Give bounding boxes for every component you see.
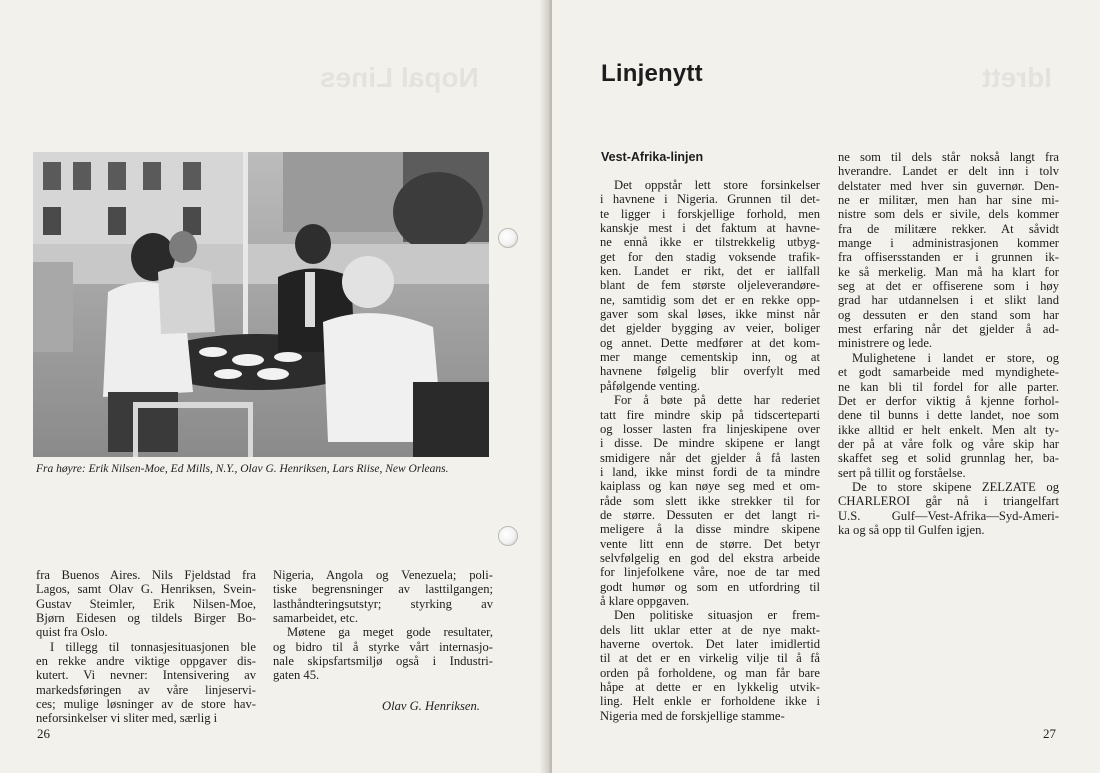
- text-line: ne som til dels står nokså langt fra: [838, 150, 1059, 164]
- text-line: CHARLEROI går nå i triangelfart: [838, 494, 1059, 509]
- text-line: påfølgende venting.: [600, 378, 701, 393]
- text-line: Den politiske situasjon er frem-: [614, 608, 820, 623]
- text-line: i havnene i Nigeria. Grunnen til det-: [600, 192, 820, 207]
- text-line: selvfølgelig en god del ekstra arbeide: [600, 550, 820, 565]
- text-line: gaten 45.: [273, 668, 320, 683]
- text-line: vente litt enn de større. Det betyr: [600, 536, 820, 551]
- text-line: haverne overtok. Det later imidlertid: [600, 637, 820, 651]
- text-line: fra Buenos Aires. Nils Fjeldstad fra: [36, 568, 256, 582]
- text-line: der på at våre folk og våre skip har: [838, 436, 1059, 451]
- text-line: markedsføringen av våre linjeservi-: [36, 682, 256, 697]
- text-line: fra de militære rekker. At såvidt: [838, 221, 1059, 236]
- text-line: Mulighetene i landet er store, og: [852, 350, 1059, 365]
- text-line: havnene følgelig blir overfylt med: [600, 364, 820, 379]
- text-line: ikke alltid er helt enkelt. Men alt ty-: [838, 422, 1059, 437]
- text-line: delstater med hver sin guvernør. Den-: [838, 178, 1059, 193]
- section-title: Linjenytt: [601, 60, 703, 87]
- text-line: for linjefolkene våre, noe de tar med: [600, 565, 820, 580]
- text-line: til at det er en virkelig vilje til å få: [600, 651, 820, 666]
- text-line: nale skipsfartsmiljø også i Industri-: [273, 654, 493, 669]
- text-line: og annet. Dette medfører at det kom-: [600, 335, 820, 350]
- text-line: og dessuten er den stand som har: [838, 307, 1059, 322]
- text-line: Det oppstår lett store forsinkelser: [614, 178, 820, 192]
- text-line: hverandre. Landet er delt inn i tolv: [838, 164, 1059, 179]
- text-line: seg at det er offiserene som i høy: [838, 279, 1059, 294]
- meeting-photo-image: [33, 152, 489, 457]
- text-line: Det er derfor viktig å kjenne forhol-: [838, 393, 1059, 408]
- text-line: en rekke andre viktige oppgaver dis-: [36, 654, 256, 669]
- text-line: tiske begrensninger av lasttilgangen;: [273, 582, 493, 597]
- text-line: ling. Helt enkle er forholdene ikke i: [600, 694, 820, 709]
- text-line: skaffet seg et solid grunnlag her, ba-: [838, 451, 1059, 466]
- text-line: te ligger i forskjellige forhold, men: [600, 206, 820, 221]
- text-line: og bidro til å styrke vårt internasjo-: [273, 639, 493, 654]
- text-line: håpe at dette er en lykkelig utvik-: [600, 680, 820, 695]
- text-line: U.S. Gulf—Vest-Afrika—Syd-Ameri-: [838, 508, 1059, 523]
- text-line: grad har utdannelsen i et slikt land: [838, 293, 1059, 308]
- text-line: mange i administrasjonen kommer: [838, 236, 1059, 251]
- right-column-1: [600, 178, 820, 723]
- bleed-through-ghost: Nopal Lines: [320, 62, 479, 93]
- text-line: lasthåndteringsutstyr; styrking av: [273, 596, 493, 611]
- text-line: et godt samarbeide med myndighete-: [838, 365, 1059, 380]
- text-line: ministrere og lede.: [838, 336, 933, 351]
- text-line: Møtene ga meget gode resultater,: [287, 625, 493, 640]
- text-line: det gjelder bygging av veier, boliger: [600, 321, 820, 336]
- text-line: Lagos, samt Olav G. Henriksen, Svein-: [36, 582, 256, 597]
- text-line: i disse. De mindre skipene er langt: [600, 436, 820, 451]
- text-line: get for den stadig voksende trafik-: [600, 249, 820, 264]
- text-line: ces; mulige løsninger av de store hav-: [36, 697, 256, 712]
- text-line: dels litt uklar etter at de nye makt-: [600, 622, 820, 637]
- right-column-2: [838, 150, 1059, 537]
- text-line: neforsinkelser vi sliter med, særlig i: [36, 711, 218, 726]
- text-line: fra offisersstanden er i grunnen ik-: [838, 250, 1059, 265]
- left-page: [0, 0, 548, 773]
- page-number-right: 27: [1043, 726, 1056, 741]
- left-column-1: [36, 568, 256, 726]
- photo-caption: Fra høyre: Erik Nilsen-Moe, Ed Mills, N.Y., Olav G. Henriksen, Lars Riise, New Orleans.: [36, 463, 449, 475]
- text-line: quist fra Oslo.: [36, 625, 108, 640]
- text-line: råde som slett ikke strekker til for: [600, 493, 820, 508]
- text-line: I tillegg til tonnasjesituasjonen ble: [50, 639, 256, 654]
- text-line: godt humør og som en utfordring til: [600, 579, 820, 594]
- meeting-photo: [33, 152, 489, 457]
- text-line: ken. Landet er rikt, det er iallfall: [600, 264, 820, 279]
- text-line: og losser lasten fra linjeskipene over: [600, 421, 820, 436]
- text-line: de større. Dessuten er det langt ri-: [600, 507, 820, 522]
- text-line: kaiplass og kan nøye seg med et om-: [600, 479, 820, 494]
- page-number-left: 26: [37, 726, 50, 741]
- binder-hole: [498, 526, 518, 546]
- text-line: sert på tillit og forståelse.: [838, 465, 966, 480]
- text-line: De to store skipene ZELZATE og: [852, 479, 1059, 494]
- text-line: Nigeria med de forskjellige stamme-: [600, 708, 785, 723]
- text-line: dene til bunns i dette landet, noe som: [838, 408, 1059, 423]
- text-line: meligere å la disse mindre skipene: [600, 522, 820, 537]
- text-line: gaver som skal løses, ikke minst når: [600, 307, 820, 322]
- text-line: tatt fire mindre skip på tidscerteparti: [600, 407, 820, 422]
- text-line: i land, ikke minst fordi de ta mindre: [600, 464, 820, 479]
- text-line: blant de fem største oljeleverandøre-: [600, 278, 820, 293]
- text-line: ne kan bli til fordel for alle parter.: [838, 379, 1059, 394]
- text-line: Nigeria, Angola og Venezuela; poli-: [273, 568, 493, 582]
- text-line: ne er militær, men han har sine mi-: [838, 193, 1059, 208]
- text-line: å klare oppgaven.: [600, 593, 690, 608]
- left-column-2: [273, 568, 493, 683]
- text-line: kutert. Vi nevner: Intensivering av: [36, 668, 256, 683]
- text-line: ke så merkelig. Man må ha klart for: [838, 264, 1059, 279]
- text-line: mer mange cementskip inn, og at: [600, 350, 820, 365]
- text-line: Bjørn Eidesen og tildels Birger Bo-: [36, 611, 256, 626]
- text-line: mest erfaring når det gjelder å ad-: [838, 322, 1059, 337]
- text-line: nistre som dels er sivile, dels kommer: [838, 207, 1059, 222]
- binder-hole: [498, 228, 518, 248]
- text-line: kanskje mest i det faktum at havne-: [600, 221, 820, 236]
- text-line: For å bøte på dette har rederiet: [614, 393, 820, 408]
- text-line: ne ennå ikke er tilstrekkelig utbyg-: [600, 235, 820, 250]
- text-line: samarbeidet, etc.: [273, 611, 358, 626]
- text-line: ne, samtidig som det er en rekke opp-: [600, 292, 820, 307]
- text-line: orden på forholdene, og man får bare: [600, 665, 820, 680]
- text-line: ka og så opp til Gulfen igjen.: [838, 522, 985, 537]
- subheading: Vest-Afrika-linjen: [601, 150, 704, 164]
- text-line: Gustav Steimler, Erik Nilsen-Moe,: [36, 596, 256, 611]
- bleed-through-ghost: Idrett: [982, 62, 1052, 93]
- text-line: smidigere når det gjelder å få lasten: [600, 450, 820, 465]
- signature: Olav G. Henriksen.: [382, 699, 480, 713]
